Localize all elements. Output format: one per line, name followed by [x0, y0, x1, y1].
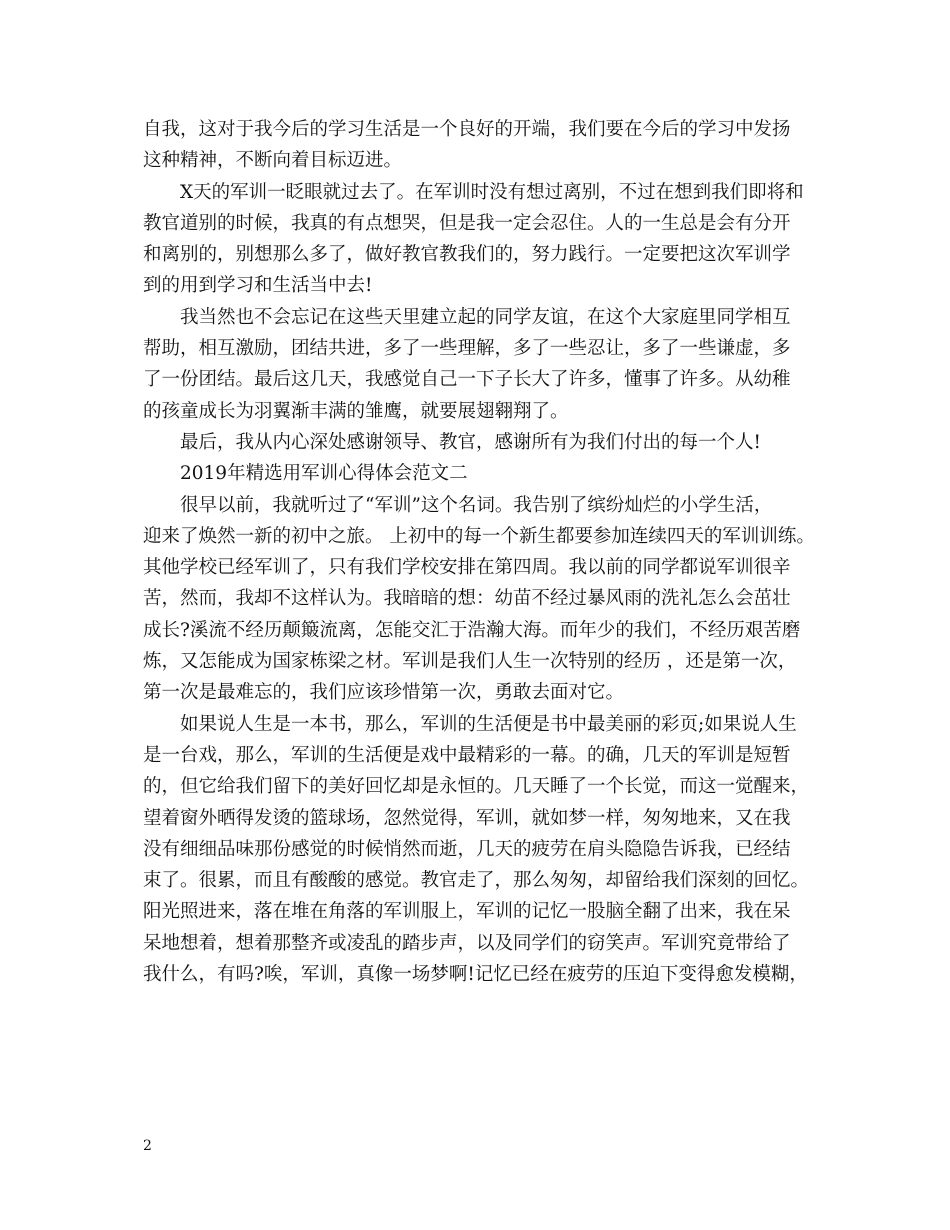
text-line: 炼，又怎能成为国家栋梁之材。军训是我们人生一次特别的经历 ，还是第一次， [143, 651, 797, 673]
text-line: 的孩童成长为羽翼渐丰满的雏鹰，就要展翅翱翔了。 [143, 400, 569, 422]
text-line: 到的用到学习和生活当中去! [143, 275, 373, 297]
text-line: 迎来了焕然一新的初中之旅。 上初中的每一个新生都要参加连续四天的军训训练。 [143, 525, 815, 547]
text-line: 苦，然而，我却不这样认为。我暗暗的想：幼苗不经过暴风雨的洗礼怎么会茁壮 [143, 588, 791, 610]
section-heading: 2019年精选用军训心得体会范文二 [180, 463, 468, 485]
page-number: 2 [143, 1138, 152, 1154]
text-line: 阳光照进来，落在堆在角落的军训服上，军训的记忆一股脑全翻了出来，我在呆 [143, 901, 791, 923]
text-line: 这种精神，不断向着目标迈进。 [143, 150, 403, 172]
text-line: 我当然也不会忘记在这些天里建立起的同学友谊，在这个大家庭里同学相互 [180, 306, 791, 328]
text-line: 成长?溪流不经历颠簸流离，怎能交汇于浩瀚大海。而年少的我们，不经历艰苦磨 [143, 619, 801, 641]
text-line: 如果说人生是一本书，那么，军训的生活便是书中最美丽的彩页;如果说人生 [180, 713, 797, 735]
text-line: 呆地想着，想着那整齐或凌乱的踏步声，以及同学们的窃笑声。军训究竟带给了 [143, 932, 791, 954]
document-body [143, 114, 833, 990]
text-line: 的，但它给我们留下的美好回忆却是永恒的。几天睡了一个长觉，而这一觉醒来， [143, 776, 810, 798]
text-line: 帮助，相互激励，团结共进，多了一些理解，多了一些忍让，多了一些谦虚，多 [143, 338, 791, 360]
text-line: 是一台戏，那么，军训的生活便是戏中最精彩的一幕。的确，几天的军训是短暂 [143, 744, 791, 766]
text-line: 和离别的，别想那么多了，做好教官教我们的，努力践行。一定要把这次军训学 [143, 244, 791, 266]
text-line: 望着窗外晒得发烫的篮球场，忽然觉得，军训，就如梦一样，匆匆地来，又在我 [143, 807, 791, 829]
text-line: 很早以前，我就听过了“军训”这个名词。我告别了缤纷灿烂的小学生活， [180, 494, 773, 516]
text-line: 束了。很累，而且有酸酸的感觉。教官走了，那么匆匆，却留给我们深刻的回忆。 [143, 870, 810, 892]
text-line: 教官道别的时候，我真的有点想哭，但是我一定会忍住。人的一生总是会有分开 [143, 212, 791, 234]
text-line: 我什么，有吗?唉，军训，真像一场梦啊!记忆已经在疲劳的压迫下变得愈发模糊， [143, 964, 808, 986]
text-line: 没有细细品味那份感觉的时候悄然而逝，几天的疲劳在肩头隐隐告诉我，已经结 [143, 838, 791, 860]
text-line: X天的军训一眨眼就过去了。在军训时没有想过离别，不过在想到我们即将和 [180, 181, 804, 203]
text-line: 自我，这对于我今后的学习生活是一个良好的开端，我们要在今后的学习中发扬 [143, 119, 791, 140]
text-line: 其他学校已经军训了，只有我们学校安排在第四周。我以前的同学都说军训很辛 [143, 557, 791, 579]
text-line: 最后，我从内心深处感谢领导、教官，感谢所有为我们付出的每一个人! [180, 431, 761, 453]
text-line: 了一份团结。最后这几天，我感觉自己一下子长大了许多，懂事了许多。从幼稚 [143, 369, 791, 391]
text-line: 第一次是最难忘的，我们应该珍惜第一次，勇敢去面对它。 [143, 682, 625, 704]
